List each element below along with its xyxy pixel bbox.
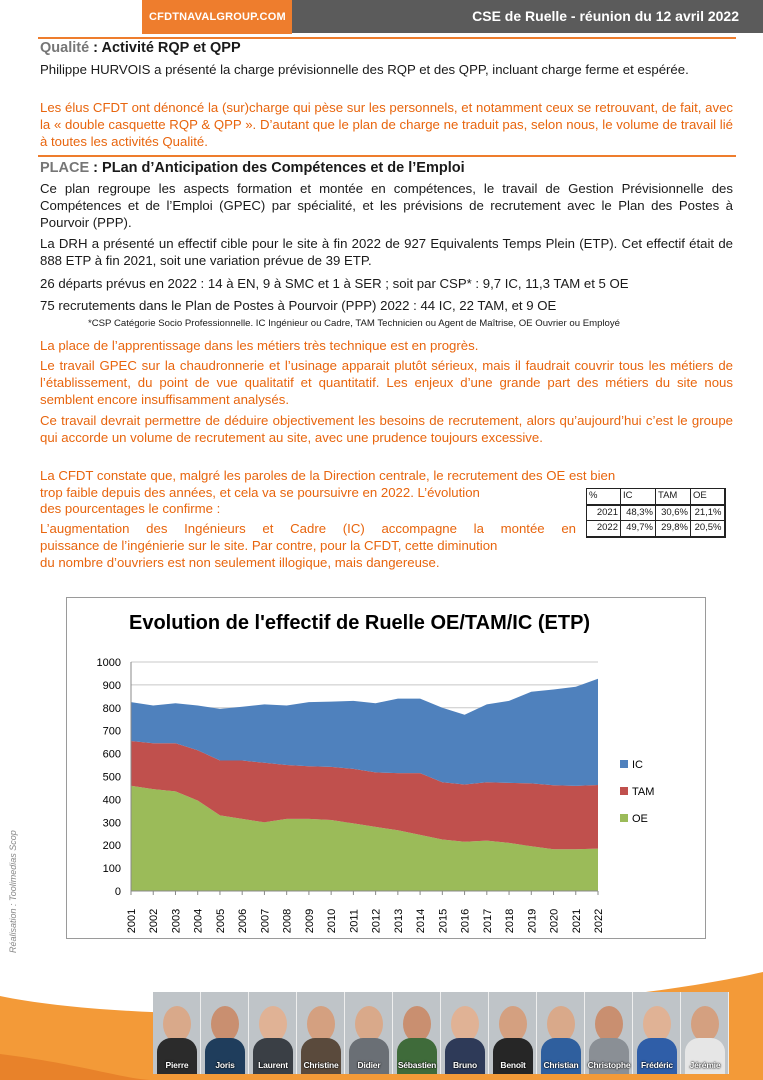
x-tick-label: 2018 <box>504 908 517 934</box>
x-tick-label: 2007 <box>259 908 272 934</box>
legend-swatch-ic <box>620 760 628 768</box>
table-cell: 48,3% <box>621 505 656 521</box>
member-name: Joris <box>215 1060 235 1070</box>
table-cell: 20,5% <box>691 521 725 537</box>
member-photo <box>393 992 441 1074</box>
member-photo <box>249 992 297 1074</box>
place-paragraph-1: Ce plan regroupe les aspects formation et montée en compétences, le travail de Gestion Prévisionnelle des Compétences et de l’Emploi (GPEC) par spécialité, et les prévisions de recrutement avec le Plan des Postes à Pourvoir (PPP). <box>40 181 733 230</box>
x-tick-label: 2002 <box>148 908 161 934</box>
x-tick-label: 2011 <box>348 909 361 933</box>
y-tick-label: 200 <box>102 840 121 853</box>
member-photo <box>153 992 201 1074</box>
y-tick-label: 400 <box>102 794 121 807</box>
member-photo <box>633 992 681 1074</box>
table-cell: 49,7% <box>621 521 656 537</box>
member-face <box>499 1006 527 1042</box>
member-name: Pierre <box>165 1060 189 1070</box>
legend-label-tam: TAM <box>632 786 655 798</box>
table-cell: 29,8% <box>656 521 691 537</box>
section-divider <box>38 155 736 157</box>
member-face <box>595 1006 623 1042</box>
brand-link[interactable]: CFDTNAVALGROUP.COM <box>149 11 286 23</box>
table-row <box>587 521 725 537</box>
member-face <box>211 1006 239 1042</box>
member-face <box>451 1006 479 1042</box>
member-photo <box>297 992 345 1074</box>
legend-swatch-oe <box>620 814 628 822</box>
x-tick-label: 2012 <box>370 908 383 934</box>
y-tick-label: 0 <box>114 886 121 898</box>
place-comment-oe-line1: La CFDT constate que, malgré les paroles de la Direction centrale, le recrutement des OE est bien <box>40 468 616 483</box>
x-tick-label: 2020 <box>548 908 561 934</box>
member-name: Jérémie <box>689 1060 721 1070</box>
y-tick-label: 900 <box>102 679 121 692</box>
x-tick-label: 2015 <box>437 908 450 934</box>
y-tick-label: 300 <box>102 817 121 830</box>
member-face <box>691 1006 719 1042</box>
member-face <box>355 1006 383 1042</box>
x-tick-label: 2014 <box>415 908 428 934</box>
x-tick-label: 2019 <box>526 908 539 934</box>
header-bar <box>0 0 763 36</box>
qualite-sep: : <box>89 40 102 56</box>
member-name: Bruno <box>452 1060 478 1070</box>
y-tick-label: 1000 <box>96 657 121 669</box>
csp-footnote: *CSP Catégorie Socio Professionnelle. IC Ingénieur ou Cadre, TAM Technicien ou Agent de Maîtrise, OE Ouvrier ou Employé <box>88 318 621 329</box>
member-photo <box>681 992 729 1074</box>
place-comment-apprentissage: La place de l’apprentissage dans les métiers très technique est en progrès. <box>40 338 479 353</box>
x-tick-label: 2008 <box>281 908 294 934</box>
member-photo <box>585 992 633 1074</box>
place-comment-ic-line2: puissance de l’ingénierie sur le site. Par contre, pour la CFDT, cette diminution <box>40 538 498 553</box>
member-face <box>403 1006 431 1042</box>
x-tick-label: 2009 <box>303 908 316 934</box>
qualite-title: Activité RQP et QPP <box>101 40 241 56</box>
member-name: Benoît <box>500 1060 526 1070</box>
y-tick-label: 700 <box>102 725 121 738</box>
x-tick-label: 2022 <box>593 908 605 934</box>
place-title: PLan d’Anticipation des Compétences et de l’Emploi <box>102 160 465 176</box>
chart-canvas <box>67 598 707 940</box>
member-face <box>643 1006 671 1042</box>
x-tick-label: 2004 <box>192 908 205 934</box>
legend-label-ic: IC <box>632 759 643 771</box>
x-tick-label: 2005 <box>214 908 227 934</box>
legend-swatch-tam <box>620 787 628 795</box>
member-photo <box>537 992 585 1074</box>
y-tick-label: 800 <box>102 702 121 715</box>
place-comment-oe-line3: des pourcentages le confirme : <box>40 501 221 516</box>
member-photo <box>489 992 537 1074</box>
qualite-heading <box>40 39 733 57</box>
member-photo <box>201 992 249 1074</box>
qualite-cfdt-comment: Les élus CFDT ont dénoncé la (sur)charge qui pèse sur les personnels, et notamment ceux se retrouvant, de fait, avec la « double casquette RQP & QPP ». D’autant que le plan de charge ne traduit pas, selon nous, le volume de travail lié à toutes les activités Qualité. <box>40 100 733 149</box>
place-paragraph-2: La DRH a présenté un effectif cible pour le site à fin 2022 de 927 Equivalents Temps Plein (ETP). Cet effectif était de 888 ETP à fin 2021, soit une variation prévue de 39 ETP. <box>40 236 733 268</box>
percentage-table <box>586 488 726 538</box>
table-cell-year: 2022 <box>587 521 621 537</box>
place-sep: : <box>89 160 103 176</box>
place-label: PLACE <box>40 160 90 176</box>
place-departures: 26 départs prévus en 2022 : 14 à EN, 9 à SMC et 1 à SER ; soit par CSP* : 9,7 IC, 11,3 TAM et 5 OE <box>40 276 629 291</box>
member-photo <box>345 992 393 1074</box>
y-tick-label: 600 <box>102 748 121 761</box>
effectif-chart <box>66 597 706 939</box>
member-name: Laurent <box>258 1060 288 1070</box>
table-header-cell: OE <box>691 489 725 505</box>
member-face <box>163 1006 191 1042</box>
legend-label-oe: OE <box>632 813 648 825</box>
elected-members-strip <box>153 992 729 1074</box>
place-comment-recrutement: Ce travail devrait permettre de déduire objectivement les besoins de recrutement, alors qu’aujourd’hui c’est le groupe qui accorde un volume de recrutement au site, avec une prudence toujours excessive. <box>40 413 733 445</box>
table-header-row <box>587 489 725 505</box>
place-comment-oe-line2: trop faible depuis des années, et cela va se poursuivre en 2022. L’évolution <box>40 485 480 500</box>
x-tick-label: 2006 <box>237 908 250 934</box>
table-header-cell: TAM <box>656 489 691 505</box>
member-name: Christine <box>303 1060 339 1070</box>
y-tick-label: 500 <box>102 771 121 784</box>
member-face <box>307 1006 335 1042</box>
member-name: Sébastien <box>397 1060 437 1070</box>
x-tick-label: 2010 <box>326 908 339 934</box>
x-tick-label: 2016 <box>459 908 472 934</box>
y-tick-label: 100 <box>102 863 121 876</box>
place-comment-ic-line3: du nombre d’ouvriers est non seulement illogique, mais dangereuse. <box>40 555 440 570</box>
place-comment-gpec: Le travail GPEC sur la chaudronnerie et l’usinage apparait plutôt sérieux, mais il faudrait couvrir tous les métiers de l’établissement, du point de vue qualitatif et quantitatif. Les enjeux d’une grande part des métiers du site nous semblent encore insuffisamment analysés. <box>40 358 733 407</box>
place-heading <box>40 159 733 177</box>
credit-text: Réalisation : Toolimedias Scop <box>8 830 18 953</box>
x-tick-label: 2021 <box>570 908 583 934</box>
table-row <box>587 505 725 521</box>
table-cell: 30,6% <box>656 505 691 521</box>
place-comment-ic-line1: L’augmentation des Ingénieurs et Cadre (IC) accompagne la montée en <box>40 521 576 536</box>
table-cell: 21,1% <box>691 505 725 521</box>
x-tick-label: 2013 <box>392 908 405 934</box>
qualite-paragraph: Philippe HURVOIS a présenté la charge prévisionnelle des RQP et des QPP, incluant charge ferme et espérée. <box>40 62 689 77</box>
table-header-cell: IC <box>621 489 656 505</box>
table-cell-year: 2021 <box>587 505 621 521</box>
member-photo <box>441 992 489 1074</box>
member-name: Christian <box>543 1060 579 1070</box>
x-tick-label: 2001 <box>126 908 138 934</box>
member-face <box>547 1006 575 1042</box>
member-name: Frédéric <box>641 1060 673 1070</box>
member-face <box>259 1006 287 1042</box>
member-name: Christophe <box>587 1060 631 1070</box>
place-recruitments: 75 recrutements dans le Plan de Postes à Pourvoir (PPP) 2022 : 44 IC, 22 TAM, et 9 OE <box>40 298 557 313</box>
header-title: CSE de Ruelle - réunion du 12 avril 2022 <box>472 8 739 24</box>
x-tick-label: 2017 <box>481 908 494 934</box>
member-name: Didier <box>357 1060 381 1070</box>
qualite-label: Qualité <box>40 40 90 56</box>
x-tick-label: 2003 <box>170 908 183 934</box>
table-header-cell: % <box>587 489 621 505</box>
chart-title: Evolution de l'effectif de Ruelle OE/TAM/IC (ETP) <box>129 612 591 634</box>
